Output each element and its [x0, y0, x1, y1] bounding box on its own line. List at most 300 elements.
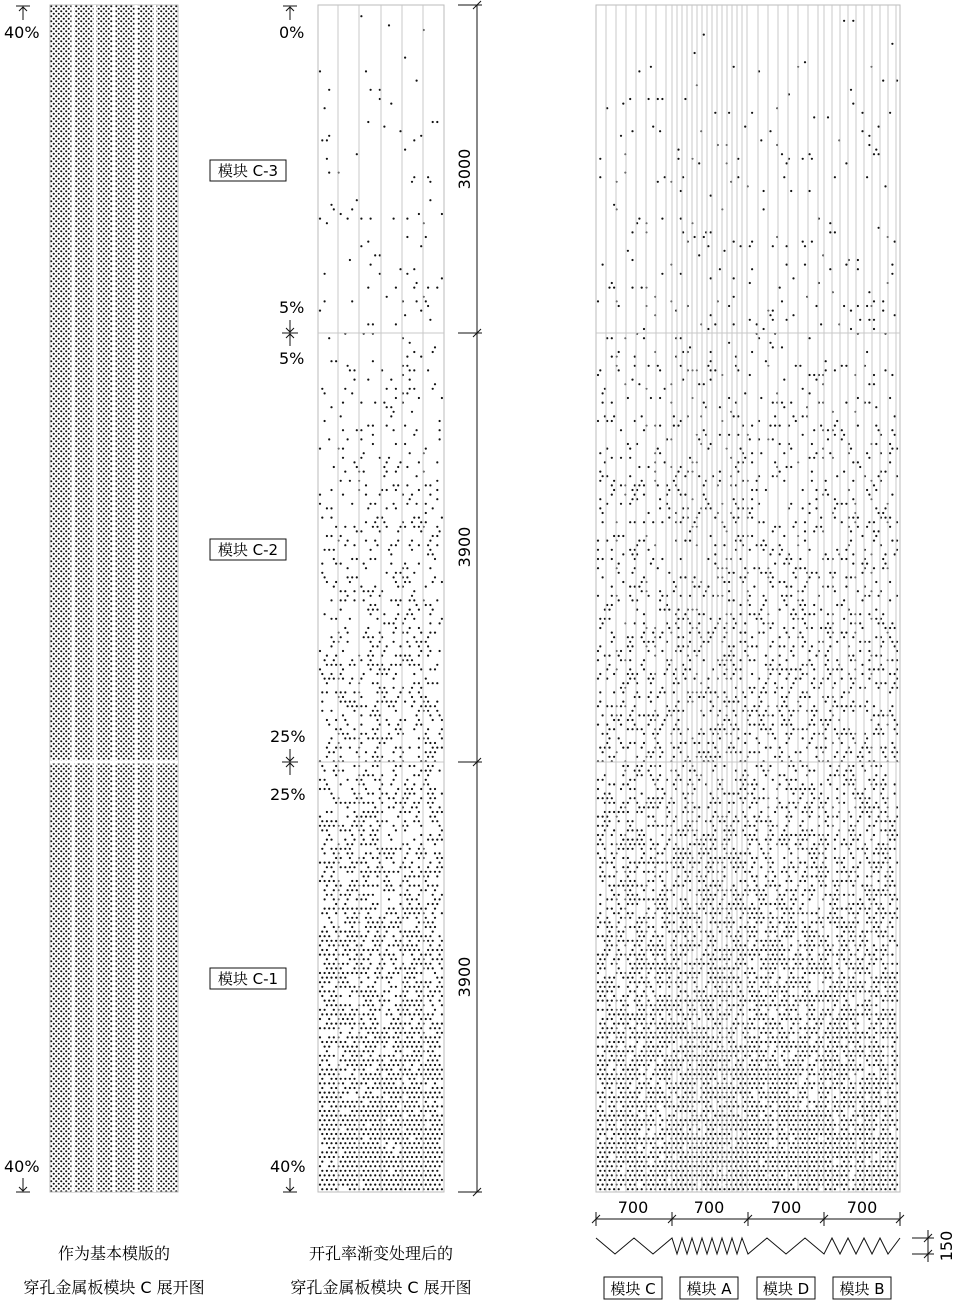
perforation-hole: [374, 586, 376, 588]
perforation-hole: [418, 1161, 420, 1163]
perforation-hole: [340, 829, 342, 831]
perforation-hole: [374, 402, 376, 404]
perforation-hole: [668, 489, 670, 491]
perforation-hole: [891, 659, 893, 661]
perforation-hole: [813, 834, 815, 836]
perforation-hole: [434, 1184, 436, 1186]
perforation-hole: [434, 898, 436, 900]
perforation-hole: [324, 990, 326, 992]
perforation-hole: [728, 839, 730, 841]
perforation-hole: [333, 1092, 335, 1094]
perforation-hole: [425, 917, 427, 919]
perforation-hole: [395, 940, 397, 942]
perforation-hole: [891, 825, 893, 827]
perforation-hole: [351, 990, 353, 992]
perforation-hole: [367, 1105, 369, 1107]
perforation-hole: [792, 866, 794, 868]
perforation-hole: [399, 664, 401, 666]
perforation-hole: [321, 995, 323, 997]
perforation-hole: [597, 595, 599, 597]
perforation-hole: [351, 917, 353, 919]
perforation-hole: [399, 526, 401, 528]
perforation-hole: [374, 1018, 376, 1020]
perforation-hole: [349, 848, 351, 850]
perforation-hole: [650, 848, 652, 850]
perforation-hole: [416, 1165, 418, 1167]
perforation-hole: [376, 1115, 378, 1117]
perforation-hole: [432, 121, 434, 123]
perforation-hole: [376, 1041, 378, 1043]
perforation-hole: [657, 365, 659, 367]
perforation-hole: [425, 1174, 427, 1176]
perforation-hole: [815, 526, 817, 528]
perforation-hole: [416, 724, 418, 726]
perforation-hole: [425, 889, 427, 891]
perforation-hole: [330, 599, 332, 601]
perforation-hole: [703, 834, 705, 836]
perforation-hole: [608, 783, 610, 785]
perforation-hole: [737, 434, 739, 436]
perforation-hole: [857, 756, 859, 758]
perforation-hole: [608, 664, 610, 666]
perforation-hole: [353, 379, 355, 381]
perforation-hole: [416, 1174, 418, 1176]
perforation-hole: [429, 319, 431, 321]
perforation-hole: [353, 793, 355, 795]
perforation-hole: [765, 839, 767, 841]
perforation-hole: [372, 1161, 374, 1163]
perforation-hole: [370, 871, 372, 873]
perforation-hole: [340, 986, 342, 988]
perforation-hole: [627, 839, 629, 841]
perforation-hole: [884, 747, 886, 749]
perforation-hole: [427, 1105, 429, 1107]
perforation-hole: [783, 627, 785, 629]
c3-c2-joint-arrows: [282, 320, 298, 346]
perforation-hole: [386, 875, 388, 877]
perforation-hole: [372, 710, 374, 712]
perforation-hole: [891, 742, 893, 744]
perforation-hole: [367, 793, 369, 795]
perforation-hole: [882, 779, 884, 781]
perforation-hole: [420, 1055, 422, 1057]
perforation-hole: [388, 1027, 390, 1029]
perforation-hole: [353, 802, 355, 804]
perforation-hole: [425, 236, 427, 238]
perforation-hole: [429, 1147, 431, 1149]
perforation-hole: [356, 816, 358, 818]
perforation-hole: [413, 1078, 415, 1080]
perforation-hole: [404, 783, 406, 785]
perforation-hole: [723, 701, 725, 703]
perforation-hole: [404, 1013, 406, 1015]
perforation-hole: [432, 682, 434, 684]
perforation-hole: [648, 724, 650, 726]
perforation-hole: [413, 701, 415, 703]
perforation-hole: [333, 862, 335, 864]
perforation-hole: [360, 15, 362, 17]
perforation-hole: [324, 779, 326, 781]
perforation-hole: [416, 714, 418, 716]
perforation-hole: [399, 848, 401, 850]
perforation-hole: [677, 848, 679, 850]
perforation-hole: [786, 742, 788, 744]
perforation-hole: [733, 627, 735, 629]
perforation-hole: [347, 852, 349, 854]
perforation-hole: [799, 834, 801, 836]
perforation-hole: [349, 1087, 351, 1089]
perforation-hole: [825, 701, 827, 703]
perforation-hole: [673, 728, 675, 730]
perforation-hole: [627, 875, 629, 877]
perforation-hole: [351, 678, 353, 680]
perforation-hole: [409, 1115, 411, 1117]
perforation-hole: [321, 673, 323, 675]
perforation-hole: [413, 774, 415, 776]
perforation-hole: [342, 494, 344, 496]
perforation-hole: [843, 618, 845, 620]
perforation-hole: [429, 806, 431, 808]
perforation-hole: [376, 710, 378, 712]
perforation-hole: [386, 461, 388, 463]
perforation-hole: [383, 1055, 385, 1057]
perforation-hole: [657, 788, 659, 790]
perforation-hole: [728, 811, 730, 813]
perforation-hole: [340, 894, 342, 896]
perforation-hole: [809, 457, 811, 459]
perforation-hole: [677, 618, 679, 620]
perforation-hole: [413, 388, 415, 390]
perforation-hole: [441, 949, 443, 951]
perforation-hole: [859, 816, 861, 818]
perforation-hole: [436, 461, 438, 463]
perforation-hole: [395, 388, 397, 390]
perforation-hole: [852, 710, 854, 712]
perforation-hole: [360, 954, 362, 956]
perforation-hole: [406, 1092, 408, 1094]
perforation-hole: [850, 678, 852, 680]
perforation-hole: [406, 659, 408, 661]
perforation-hole: [815, 379, 817, 381]
perforation-hole: [370, 954, 372, 956]
perforation-hole: [353, 1078, 355, 1080]
perforation-hole: [763, 328, 765, 330]
perforation-hole: [434, 383, 436, 385]
perforation-hole: [374, 503, 376, 505]
perforation-hole: [783, 599, 785, 601]
perforation-hole: [349, 581, 351, 583]
perforation-hole: [753, 659, 755, 661]
perforation-hole: [643, 494, 645, 496]
perforation-hole: [894, 829, 896, 831]
perforation-hole: [411, 705, 413, 707]
perforation-hole: [404, 149, 406, 151]
perforation-hole: [882, 613, 884, 615]
perforation-hole: [330, 921, 332, 923]
perforation-hole: [360, 898, 362, 900]
perforation-hole: [749, 595, 751, 597]
perforation-hole: [434, 889, 436, 891]
perforation-hole: [411, 1000, 413, 1002]
perforation-hole: [602, 733, 604, 735]
perforation-hole: [790, 650, 792, 652]
perforation-hole: [852, 682, 854, 684]
perforation-hole: [857, 526, 859, 528]
perforation-hole: [370, 595, 372, 597]
perforation-hole: [367, 323, 369, 325]
perforation-hole: [723, 875, 725, 877]
perforation-hole: [841, 696, 843, 698]
perforation-hole: [786, 733, 788, 735]
perforation-hole: [360, 429, 362, 431]
perforation-hole: [760, 609, 762, 611]
perforation-hole: [441, 967, 443, 969]
perforation-hole: [324, 1110, 326, 1112]
perforation-hole: [790, 852, 792, 854]
perforation-hole: [882, 558, 884, 560]
perforation-hole: [376, 1170, 378, 1172]
perforation-hole: [813, 705, 815, 707]
perforation-hole: [333, 1082, 335, 1084]
perforation-hole: [432, 839, 434, 841]
perforation-hole: [319, 1184, 321, 1186]
perforation-hole: [763, 604, 765, 606]
perforation-hole: [388, 1165, 390, 1167]
perforation-hole: [404, 977, 406, 979]
perforation-hole: [360, 678, 362, 680]
perforation-hole: [756, 820, 758, 822]
perforation-hole: [360, 1110, 362, 1112]
perforation-hole: [326, 931, 328, 933]
perforation-hole: [799, 788, 801, 790]
perforation-hole: [673, 747, 675, 749]
perforation-hole: [436, 903, 438, 905]
perforation-hole: [333, 1138, 335, 1140]
perforation-hole: [769, 673, 771, 675]
perforation-hole: [416, 1119, 418, 1121]
perforation-hole: [340, 664, 342, 666]
perforation-hole: [802, 590, 804, 592]
perforation-hole: [418, 756, 420, 758]
perforation-hole: [631, 599, 633, 601]
perforation-hole: [786, 595, 788, 597]
perforation-hole: [367, 1179, 369, 1181]
perforation-hole: [360, 862, 362, 864]
perforation-hole: [418, 609, 420, 611]
perforation-hole: [395, 1124, 397, 1126]
perforation-hole: [703, 429, 705, 431]
perforation-hole: [416, 282, 418, 284]
perforation-hole: [390, 737, 392, 739]
perforation-hole: [319, 448, 321, 450]
perforation-hole: [349, 1188, 351, 1190]
perforation-hole: [326, 1069, 328, 1071]
perforation-hole: [889, 526, 891, 528]
perforation-hole: [684, 540, 686, 542]
perforation-hole: [763, 622, 765, 624]
perforation-hole: [360, 457, 362, 459]
perforation-hole: [413, 1050, 415, 1052]
perforation-hole: [820, 425, 822, 427]
perforation-hole: [406, 484, 408, 486]
perforation-hole: [321, 139, 323, 141]
perforation-hole: [652, 126, 654, 128]
perforation-hole: [374, 944, 376, 946]
perforation-hole: [602, 622, 604, 624]
perforation-hole: [349, 1170, 351, 1172]
perforation-hole: [321, 517, 323, 519]
perforation-hole: [397, 1009, 399, 1011]
perforation-hole: [409, 369, 411, 371]
perforation-hole: [344, 701, 346, 703]
perforation-hole: [698, 438, 700, 440]
perforation-hole: [383, 1064, 385, 1066]
perforation-hole: [756, 857, 758, 859]
perforation-hole: [873, 530, 875, 532]
perforation-hole: [597, 558, 599, 560]
perforation-hole: [326, 949, 328, 951]
perforation-hole: [409, 342, 411, 344]
perforation-hole: [372, 1050, 374, 1052]
perforation-hole: [416, 1184, 418, 1186]
perforation-hole: [418, 986, 420, 988]
perforation-hole: [661, 862, 663, 864]
perforation-hole: [349, 747, 351, 749]
perforation-hole: [710, 369, 712, 371]
perforation-hole: [335, 986, 337, 988]
perforation-hole: [353, 710, 355, 712]
perforation-hole: [631, 498, 633, 500]
perforation-hole: [652, 816, 654, 818]
perforation-hole: [882, 714, 884, 716]
perforation-hole: [684, 576, 686, 578]
perforation-hole: [684, 825, 686, 827]
perforation-hole: [406, 935, 408, 937]
perforation-hole: [342, 696, 344, 698]
perforation-hole: [420, 1046, 422, 1048]
perforation-hole: [374, 834, 376, 836]
perforation-hole: [374, 981, 376, 983]
perforation-hole: [684, 494, 686, 496]
perforation-hole: [668, 802, 670, 804]
perforation-hole: [845, 558, 847, 560]
perforation-hole: [834, 369, 836, 371]
perforation-hole: [360, 1082, 362, 1084]
perforation-hole: [436, 839, 438, 841]
perforation-hole: [799, 604, 801, 606]
perforation-hole: [673, 425, 675, 427]
perforation-hole: [388, 1082, 390, 1084]
perforation-hole: [367, 664, 369, 666]
perforation-hole: [420, 1156, 422, 1158]
perforation-hole: [809, 613, 811, 615]
perforation-hole: [802, 848, 804, 850]
perforation-hole: [434, 797, 436, 799]
perforation-hole: [845, 779, 847, 781]
perforation-hole: [836, 668, 838, 670]
perforation-hole: [802, 507, 804, 509]
perforation-hole: [344, 1050, 346, 1052]
perforation-hole: [383, 926, 385, 928]
perforation-hole: [657, 696, 659, 698]
perforation-hole: [439, 1138, 441, 1140]
perforation-hole: [429, 1000, 431, 1002]
perforation-hole: [827, 558, 829, 560]
perforation-hole: [351, 659, 353, 661]
perforation-hole: [413, 728, 415, 730]
perforation-hole: [772, 724, 774, 726]
perforation-hole: [399, 461, 401, 463]
perforation-hole: [744, 797, 746, 799]
perforation-hole: [756, 544, 758, 546]
perforation-hole: [811, 719, 813, 721]
perforation-hole: [393, 751, 395, 753]
perforation-hole: [425, 1156, 427, 1158]
perforation-hole: [367, 1188, 369, 1190]
perforation-hole: [393, 1147, 395, 1149]
perforation-hole: [707, 834, 709, 836]
perforation-hole: [756, 839, 758, 841]
perforation-hole: [866, 829, 868, 831]
perforation-hole: [434, 1064, 436, 1066]
perforation-hole: [850, 770, 852, 772]
perforation-hole: [751, 691, 753, 693]
perforation-hole: [363, 820, 365, 822]
perforation-hole: [351, 1055, 353, 1057]
perforation-hole: [413, 1013, 415, 1015]
perforation-hole: [393, 926, 395, 928]
perforation-hole: [390, 958, 392, 960]
perforation-hole: [344, 921, 346, 923]
perforation-hole: [620, 135, 622, 137]
perforation-hole: [374, 816, 376, 818]
perforation-hole: [427, 986, 429, 988]
perforation-hole: [772, 576, 774, 578]
perforation-hole: [342, 972, 344, 974]
perforation-hole: [698, 816, 700, 818]
perforation-hole: [360, 1018, 362, 1020]
perforation-hole: [740, 613, 742, 615]
perforation-hole: [710, 507, 712, 509]
perforation-hole: [328, 944, 330, 946]
perforation-hole: [406, 898, 408, 900]
perforation-hole: [629, 659, 631, 661]
perforation-hole: [418, 627, 420, 629]
perforation-hole: [367, 774, 369, 776]
perforation-hole: [360, 990, 362, 992]
perforation-hole: [319, 70, 321, 72]
perforation-hole: [420, 1027, 422, 1029]
perforation-hole: [737, 507, 739, 509]
perforation-hole: [395, 544, 397, 546]
perforation-hole: [737, 158, 739, 160]
perforation-hole: [714, 553, 716, 555]
perforation-hole: [363, 1105, 365, 1107]
perforation-hole: [799, 696, 801, 698]
perforation-hole: [344, 829, 346, 831]
perforation-hole: [868, 797, 870, 799]
perforation-hole: [326, 747, 328, 749]
perforation-hole: [618, 351, 620, 353]
perforation-hole: [620, 724, 622, 726]
perforation-hole: [340, 1133, 342, 1135]
perforation-hole: [340, 802, 342, 804]
perforation-hole: [397, 733, 399, 735]
perforation-hole: [367, 1032, 369, 1034]
perforation-hole: [436, 1096, 438, 1098]
perforation-hole: [432, 1188, 434, 1190]
perforation-hole: [436, 1124, 438, 1126]
